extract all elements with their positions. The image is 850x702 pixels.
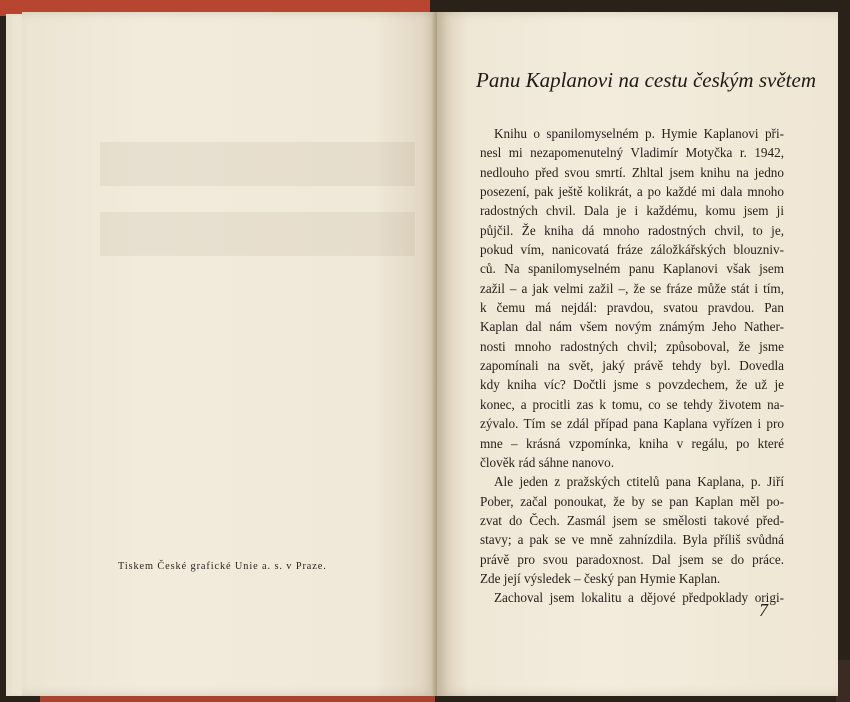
text-line: Knihu o spanilomyselném p. Hymie Kaplanovi při- <box>494 126 784 141</box>
text-line: stavy; a pak se ve mně zahnízdila. Byla příliš svůdná <box>480 532 784 548</box>
text-line: Pober, začal ponoukat, že by se pan Kaplan měl po- <box>480 493 784 509</box>
text-line: k čemu má nejdál: pravdou, svatou pravdou. Pan <box>480 300 784 316</box>
text-line: konec, a procitli zas k tomu, co se tehdy životem na- <box>480 396 784 412</box>
chapter-heading: Panu Kaplanovi na cestu českým světem <box>476 68 816 92</box>
text-line: nedlouho před svou smrtí. Zhltal jsem knihu na jedno <box>480 164 784 180</box>
text-line: Ale jeden z pražských ctitelů pana Kaplana, p. Jiří <box>494 474 784 490</box>
body-text <box>480 124 784 608</box>
text-line: právě pro svou paradoxnost. Dal jsem se do práce. <box>480 551 784 567</box>
text-line: nesl mi nezapomenutelný Vladimír Motyčka r. 1942, <box>480 145 784 161</box>
text-line: ců. Na spanilomyselném panu Kaplanovi však jsem <box>480 261 784 277</box>
text-line: Zde její výsledek – český pan Hymie Kaplan. <box>480 570 721 586</box>
text-line: posezení, pak ještě kolikrát, a po každé mi dala mnoho <box>480 184 784 200</box>
text-line: Zachoval jsem lokalitu a dějové předpoklady origi- <box>494 590 784 606</box>
text-line: Kaplan dal nám všem novým známým Jeho Nather- <box>480 319 784 335</box>
text-line: půjčil. Že kniha dá mnoho radostných chvil, to je, <box>480 222 784 238</box>
show-through-line <box>100 142 415 186</box>
text-line: zapomínali na svět, jaký právě tehdy byl. Dovedla <box>480 358 784 374</box>
printer-imprint: Tiskem České grafické Unie a. s. v Praze. <box>118 561 327 572</box>
text-line: zažil – a jak velmi zažil –, že se fráze může stát i tím, <box>480 280 784 296</box>
text-line: zvat do Čech. Zasmál jsem se smělosti takové před- <box>480 512 784 528</box>
page-number: 7 <box>759 600 768 620</box>
cover-edge-right <box>836 660 850 702</box>
show-through-line <box>100 212 415 256</box>
text-line: kdy kniha víc? Dočtli jsme s povzdechem, že už je <box>480 377 784 393</box>
text-line: nosti mnoho radostných chvil; způsoboval, že jsme <box>480 338 784 354</box>
text-line: mne – krásná vzpomínka, kniha v regálu, po které <box>480 435 784 451</box>
text-line: zývalo. Tím se zdál případ pana Kaplana vyřízen i pro <box>480 416 784 432</box>
text-line: člověk rád sáhne nanovo. <box>480 454 615 470</box>
text-line: pokud vím, nanicovatá fráze záložkářských blouzniv- <box>480 242 784 258</box>
text-line: radostných chvil. Dala je i každému, komu jsem ji <box>480 203 784 219</box>
show-through-title <box>100 142 415 262</box>
left-page <box>22 12 437 696</box>
